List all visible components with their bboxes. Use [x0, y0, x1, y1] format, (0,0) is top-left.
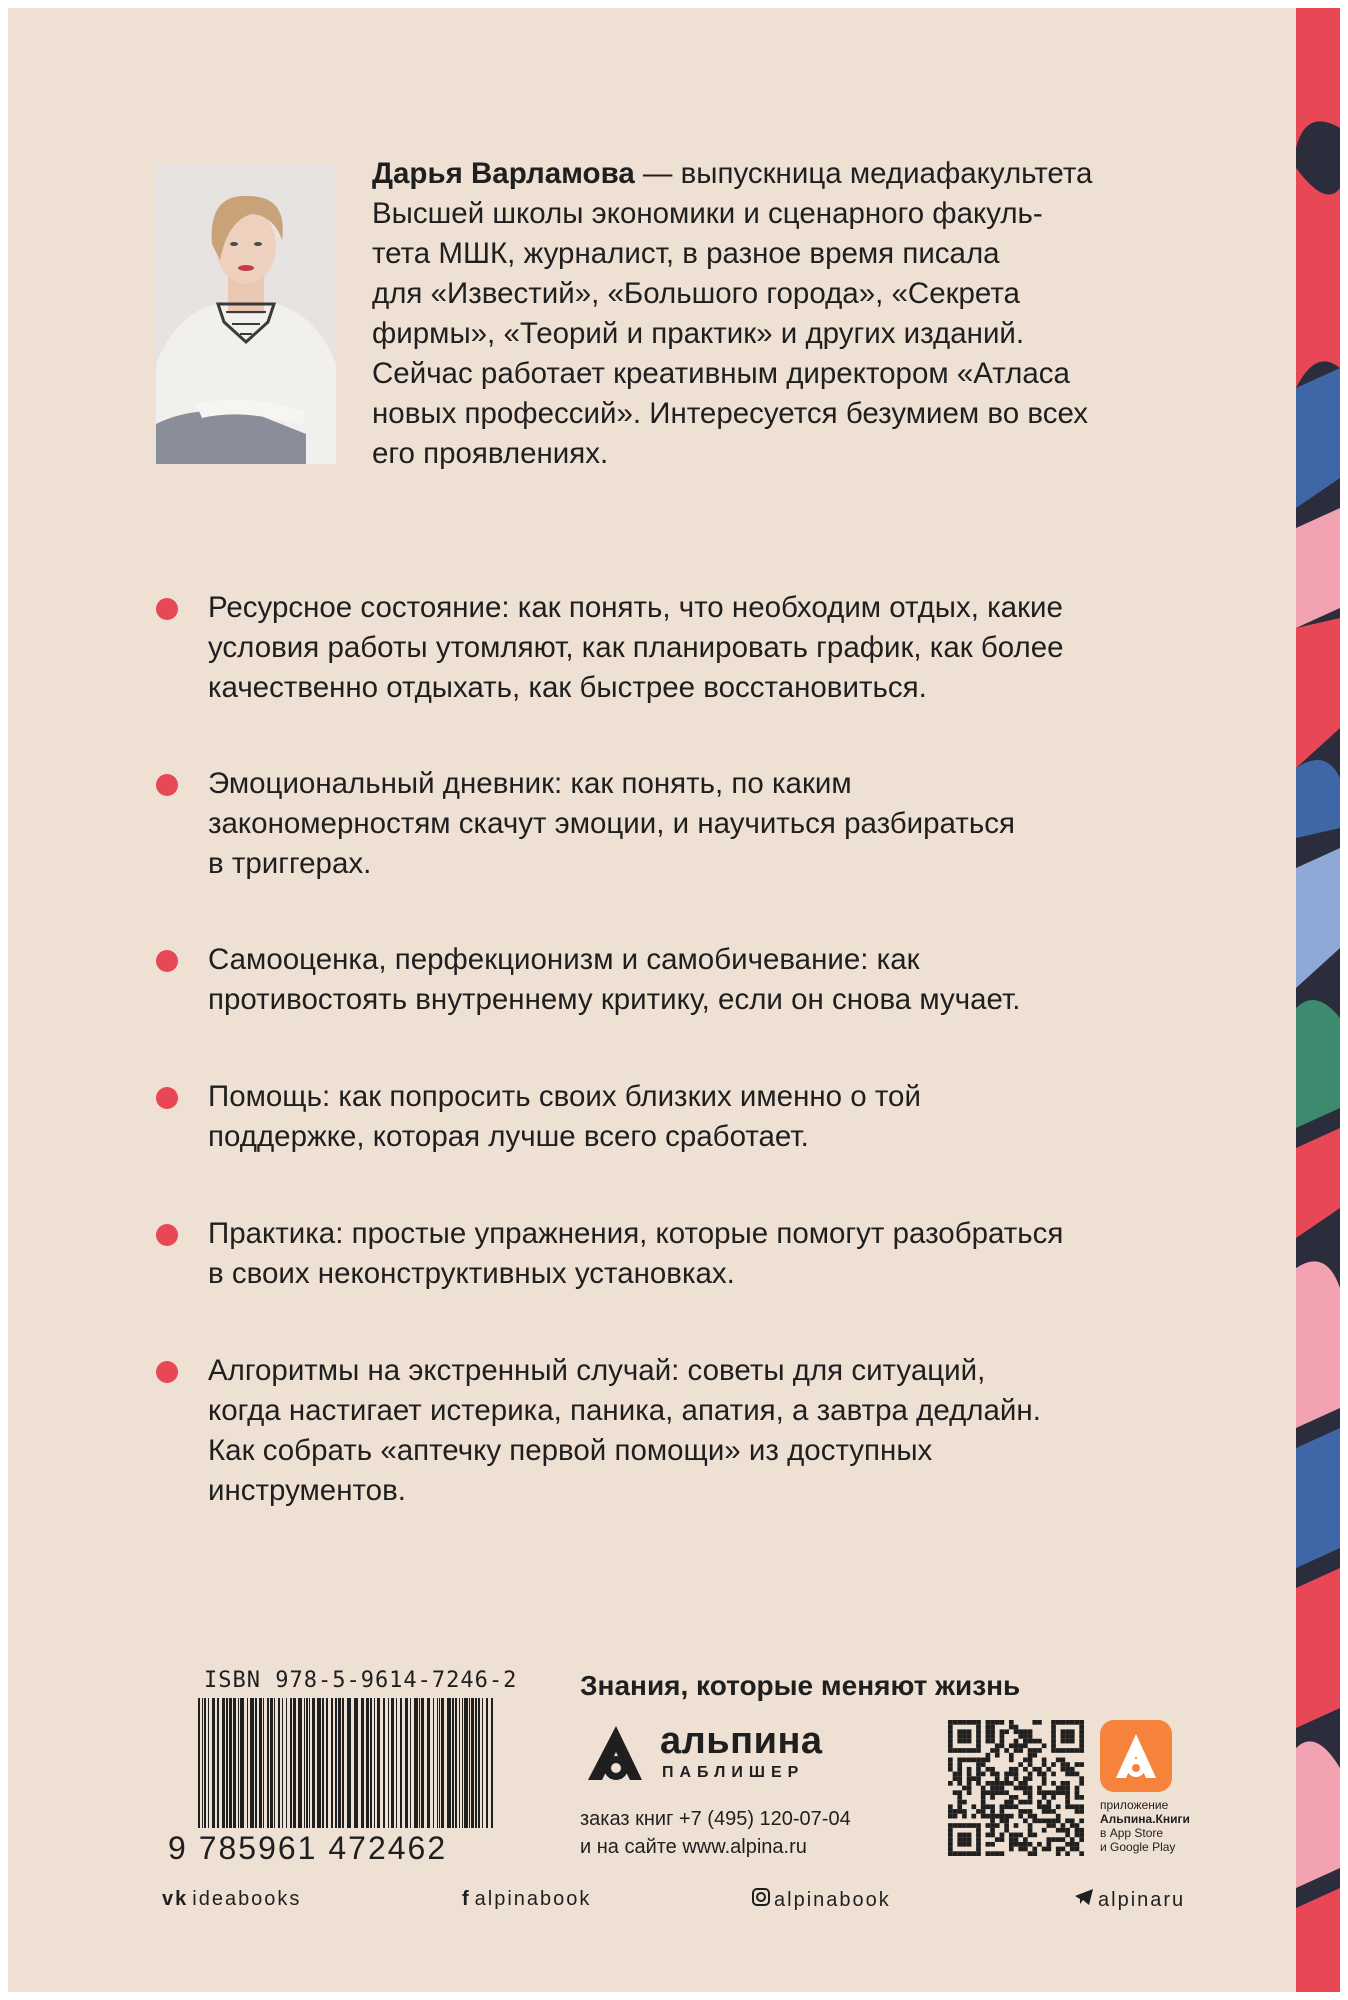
bullet-dot	[156, 774, 178, 796]
social-facebook[interactable]: f alpinabook	[462, 1888, 592, 1910]
social-links	[8, 1888, 1296, 1918]
telegram-icon	[1074, 1888, 1094, 1912]
publisher-name: альпина	[660, 1720, 823, 1762]
author-portrait-image	[156, 164, 336, 464]
back-cover	[8, 8, 1296, 1992]
social-instagram[interactable]: alpinabook	[752, 1888, 891, 1912]
social-vk[interactable]: vk ideabooks	[162, 1888, 302, 1910]
bio-line-5: фирмы», «Теорий и практик» и других изданий.	[372, 317, 1025, 350]
qr-code	[948, 1720, 1084, 1856]
list-item-text: Практика: простые упражнения, которые помогут разобраться в своих неконструктивных установках.	[208, 1217, 1064, 1290]
spine-decoration	[1296, 8, 1340, 1992]
author-bio	[372, 154, 1252, 474]
bio-line-7: новых профессий». Интересуется безумием во всех	[372, 397, 1088, 430]
bio-line-6: Сейчас работает креативным директором «Атласа	[372, 357, 1070, 390]
list-item-text: Самооценка, перфекционизм и самобичевание: как противостоять внутреннему критику, если он снова мучает.	[208, 943, 1021, 1016]
author-photo	[156, 164, 336, 464]
vk-icon: vk	[162, 1888, 189, 1910]
list-item-text: Ресурсное состояние: как понять, что необходим отдых, какие условия работы утомляют, как планировать график, как более качественно отдыхать, как быстрее восстановиться.	[208, 591, 1064, 704]
social-telegram[interactable]: alpinaru	[1074, 1888, 1185, 1912]
bio-line-3: тета МШК, журналист, в разное время писала	[372, 237, 1000, 270]
isbn-label: ISBN 978-5-9614-7246-2	[204, 1668, 518, 1693]
bullet-dot	[156, 1361, 178, 1383]
bullet-dot	[156, 598, 178, 620]
bullet-dot	[156, 1224, 178, 1246]
barcode-digits: 9 785961 472462	[168, 1830, 448, 1866]
bullet-dot	[156, 1087, 178, 1109]
publisher-subname: ПАБЛИШЕР	[662, 1764, 805, 1781]
order-site: и на сайте www.alpina.ru	[580, 1836, 807, 1858]
app-line-2: Альпина.Книги	[1100, 1812, 1190, 1826]
app-icon	[1100, 1720, 1172, 1792]
app-line-1: приложение	[1100, 1798, 1169, 1812]
abstract-pattern	[1296, 8, 1340, 1992]
bio-line-1: Дарья Варламова — выпускница медиафакультета	[372, 157, 1093, 190]
list-item-text: Эмоциональный дневник: как понять, по каким закономерностям скачут эмоции, и научиться разбираться в триггерах.	[208, 767, 1015, 880]
bullet-dot	[156, 950, 178, 972]
instagram-icon	[752, 1888, 770, 1912]
order-phone: заказ книг +7 (495) 120-07-04	[580, 1808, 851, 1830]
app-line-3: в App Store	[1100, 1826, 1164, 1840]
barcode	[198, 1698, 498, 1848]
bio-line-4: для «Известий», «Большого города», «Секрета	[372, 277, 1020, 310]
alpina-logo-icon	[580, 1718, 650, 1788]
facebook-icon: f	[462, 1888, 471, 1910]
app-line-4: и Google Play	[1100, 1840, 1176, 1854]
alpina-app-icon	[1100, 1720, 1172, 1792]
author-name: Дарья Варламова	[372, 157, 635, 190]
publisher-tagline: Знания, которые меняют жизнь	[580, 1670, 1021, 1701]
list-item-text: Помощь: как попросить своих близких именно о той поддержке, которая лучше всего сработает.	[208, 1080, 921, 1153]
bio-line-8: его проявлениях.	[372, 437, 609, 470]
bio-line-2: Высшей школы экономики и сценарного факуль-	[372, 197, 1043, 230]
list-item-text: Алгоритмы на экстренный случай: советы для ситуаций, когда настигает истерика, паника, апатия, а завтра дедлайн. Как собрать «аптечку первой помощи» из доступных инструментов.	[208, 1354, 1041, 1507]
